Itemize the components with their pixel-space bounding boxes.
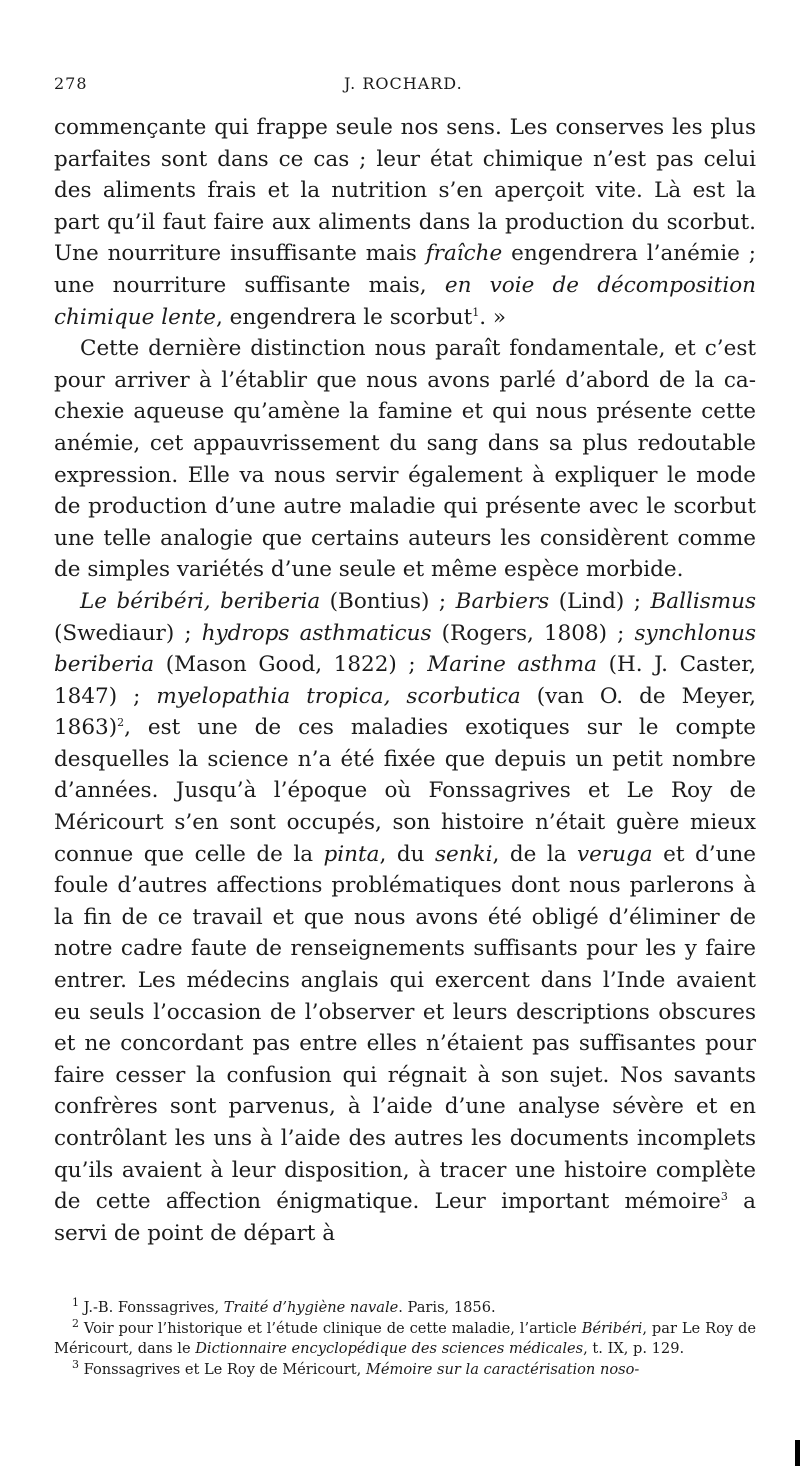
italic-text: Mémoire sur la caractérisation noso- [365,1361,640,1379]
text: , engendrera le scorbut [216,304,473,330]
italic-text: synchlonus beriberia [54,620,756,678]
footnote-1 [54,1298,756,1319]
footnote-ref-2: 2 [117,716,125,730]
italic-text: hydrops asthmaticus [201,620,432,646]
text: , de la [492,841,578,867]
paragraph-1 [54,112,756,333]
text: commençante qui frappe seule nos sens. Les conserves les plus parfaites sont dans ce cas ; leur état chimique n’est pas celui des aliments frais et la nutrition s’en aperçoit vite. Là est la part qu’il faut faire aux aliments dans la production du scorbut. Une nourriture insuffisante mais [54,115,756,267]
italic-text: myelopathia tropica, scorbutica [156,683,521,709]
main-text [54,112,756,1249]
footnote-ref-1: 1 [472,305,480,319]
italic-text: senki [434,841,493,867]
text: (Mason Good, 1822) ; [154,652,428,678]
italic-text: Ballismus [650,588,757,614]
text: , est une de ces maladies exotiques sur le compte desquelles la science n’a été fixée que depuis un petit nombre d’années. Jusqu’à l’époque où Fonssagrives et Le Roy de Méricourt s’en sont occupés, son histoire n’était guère mieux connue que celle de la [54,715,756,867]
italic-text: en voie de décomposition chimique lente [54,272,756,330]
italic-text: Le béribéri, beriberia [80,588,321,614]
footnote-2 [54,1316,756,1360]
text: , t. IX, p. 129. [583,1340,685,1358]
text: (Rogers, 1808) ; [431,620,635,646]
text: (Swediaur) ; [54,620,202,646]
running-title: J. ROCHARD. [344,74,463,93]
text: et d’une foule d’autres affections problématiques dont nous parlerons à la fin de ce travail et que nous avons été obligé d’éliminer de notre cadre faute de renseignements suffisants pour les y faire entrer. Les médecins anglais qui exercent dans l’Inde avaient eu seuls l’occasion de l’observer et leurs descriptions obscures et ne concordant pas entre elles n’étaient pas suffisantes pour faire cesser la confusion qui régnait à son sujet. Nos savants confrères sont parvenus, à l’aide d’une analyse sévère et en contrôlant les uns à l’aide des autres les documents incomplets qu’ils avaient à leur disposition, à tracer une histoire complète de cette affection énigmatique. Leur important mémoire [54,841,756,1215]
footnote-number: 3 [72,1358,79,1372]
text: engendrera l’anémie ; une nourriture suffisante mais, [54,241,756,298]
footnote-number: 2 [72,1316,79,1330]
text: (Lind) ; [549,588,651,614]
text: (van O. de Meyer, 1863) [54,683,756,741]
text: J.-B. Fonssagrives, [83,1299,224,1316]
text: , du [379,841,435,867]
scan-edge-mark [795,1440,800,1466]
italic-text: Traité d’hygiène navale [223,1299,399,1316]
paragraph-2: Cette dernière distinction nous paraît fondamentale, et c’est pour arriver à l’établir que nous avons parlé d’abord de la cachexie aqueuse qu’amène la famine et qui nous présente cette anémie, cet appauvrissement du sang dans sa plus redoutable expression. Elle va nous servir également à expliquer le mode de production d’une autre maladie qui présente avec le scorbut une telle analogie que certains auteurs les considèrent comme de simples variétés d’une seule et même espèce morbide. [54,336,756,583]
text: (H. J. Caster, 1847) ; [54,652,756,709]
text: , par Le Roy de Méricourt, dans le [54,1319,756,1358]
text: Voir pour l’historique et l’étude clinique de cette maladie, l’article [83,1319,582,1337]
paragraph-3 [54,586,756,1249]
text: . Paris, 1856. [398,1299,496,1316]
text: . » [479,304,507,330]
footnote-3 [54,1360,756,1381]
italic-text: pinta [323,841,380,867]
footnote-ref-3: 3 [720,1190,728,1204]
text: Fonssagrives et Le Roy de Méricourt, [83,1361,366,1379]
footnote-number: 1 [72,1296,79,1310]
page-number: 278 [54,74,88,93]
text: (Bontius) ; [320,588,456,614]
italic-text: Marine asthma [427,652,597,678]
running-header [54,74,754,98]
italic-text: Dictionnaire encyclopédique des sciences médicales [195,1340,584,1358]
italic-text: fraîche [425,241,503,267]
italic-text: veruga [577,841,653,867]
italic-text: Béribéri [581,1319,643,1337]
footnotes [54,1298,756,1381]
italic-text: Barbiers [455,588,550,614]
text: a servi de point de départ à [54,1189,756,1246]
